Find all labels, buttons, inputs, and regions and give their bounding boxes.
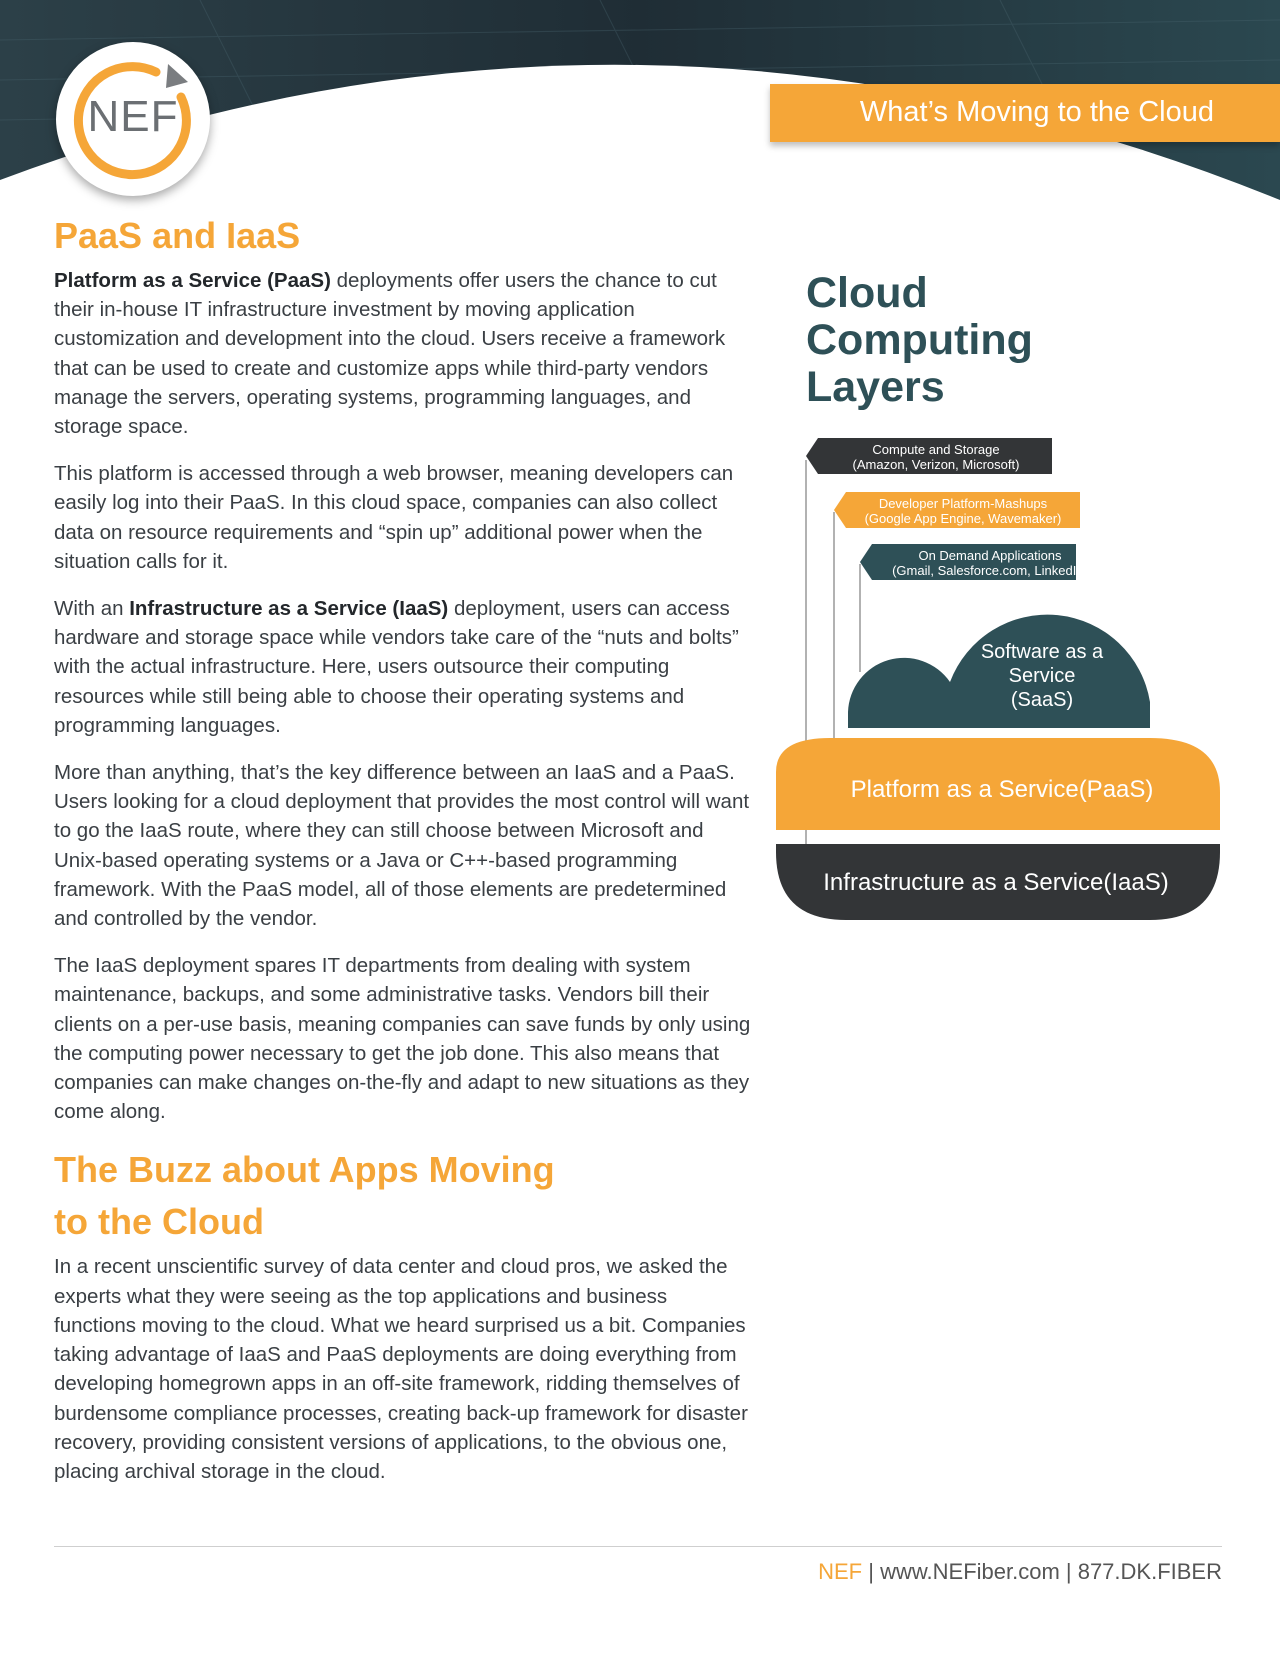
- saas-label: Software as a: [980, 641, 1104, 663]
- saas-label: Service: [1008, 665, 1076, 687]
- paragraph-text: deployments offer users the chance to cut their in-house IT infrastructure investment by moving application customization and development into the cloud. Users receive a framework that can be used to create and customize apps while third-party vendors manage the servers, operating systems, programming languages, and storage space.: [54, 269, 726, 439]
- iaas-label: Infrastructure as a Service(IaaS): [823, 869, 1169, 896]
- paragraph: [54, 266, 754, 441]
- tag-line: (Gmail, Salesforce.com, LinkedIn): [892, 563, 1088, 578]
- tag-line: Compute and Storage: [872, 442, 1000, 457]
- tag-line: On Demand Applications: [918, 548, 1062, 563]
- saas-cloud: [848, 615, 1150, 728]
- paas-label: Platform as a Service(PaaS): [850, 776, 1154, 803]
- paragraph-text: With an: [54, 597, 130, 621]
- paragraph: [54, 594, 754, 740]
- tag-compute-storage: [806, 438, 1052, 474]
- tag-developer-platform: [834, 492, 1080, 528]
- nef-logo[interactable]: [56, 42, 210, 196]
- saas-label: (SaaS): [1010, 689, 1074, 711]
- paragraph: In a recent unscientific survey of data center and cloud pros, we asked the experts what they were seeing as the top applications and business functions moving to the cloud. What we heard surprised us a bit. Companies taking advantage of IaaS and PaaS deployments are doing everything from developing homegrown apps in an off-site framework, ridding themselves of burdensome compliance processes, creating back-up framework for disaster recovery, providing consistent versions of applications, to the obvious one, placing archival storage in the cloud.: [54, 1255, 748, 1483]
- footer-contact: | www.NEFiber.com | 877.DK.FIBER: [862, 1559, 1222, 1584]
- footer-divider: [54, 1546, 1222, 1547]
- cloud-layers-diagram: [770, 432, 1230, 927]
- bold-term: Platform as a Service (PaaS): [54, 269, 331, 292]
- logo-text: NEF: [87, 92, 179, 141]
- section-title-line: to the Cloud: [54, 1201, 264, 1243]
- tag-line: (Amazon, Verizon, Microsoft): [852, 457, 1020, 472]
- section-title-paas-iaas: PaaS and IaaS: [54, 215, 301, 256]
- footer: [818, 1559, 1222, 1585]
- tag-line: (Google App Engine, Wavemaker): [864, 511, 1062, 526]
- header-banner: [770, 84, 1280, 142]
- iaas-layer: [776, 844, 1220, 920]
- tag-line: Developer Platform-Mashups: [878, 496, 1048, 511]
- paragraph-text: deployment, users can access hardware and storage space while vendors take care of the “nuts and bolts” with the actual infrastructure. Here, users outsource their computing resources while still being able to choose their operating systems and programming languages.: [54, 597, 739, 737]
- banner-title: What’s Moving to the Cloud: [859, 96, 1214, 128]
- section-title-buzz: [54, 1144, 754, 1248]
- tag-on-demand-apps: [860, 544, 1088, 580]
- diagram-title: Cloud Computing Layers: [806, 269, 1033, 411]
- main-content: [54, 210, 754, 1504]
- section-title-line: The Buzz about Apps Moving: [54, 1149, 555, 1191]
- paas-layer: [776, 738, 1220, 830]
- paragraph: More than anything, that’s the key difference between an IaaS and a PaaS. Users looking for a cloud deployment that provides the most control will want to go the IaaS route, where they can still choose between Microsoft and Unix-based operating systems or a Java or C++-based programming framework. With the PaaS model, all of those elements are predetermined and controlled by the vendor.: [54, 761, 750, 931]
- paragraph: The IaaS deployment spares IT departments from dealing with system maintenance, backups, and some administrative tasks. Vendors bill their clients on a per-use basis, meaning companies can save funds by only using the computing power necessary to get the job done. This also means that companies can make changes on-the-fly and adapt to new situations as they come along.: [54, 954, 751, 1124]
- paragraph: This platform is accessed through a web browser, meaning developers can easily log into their PaaS. In this cloud space, companies can also collect data on resource requirements and “spin up” additional power when the situation calls for it.: [54, 462, 734, 573]
- bold-term: Infrastructure as a Service (IaaS): [129, 597, 449, 621]
- footer-brand: NEF: [818, 1559, 863, 1584]
